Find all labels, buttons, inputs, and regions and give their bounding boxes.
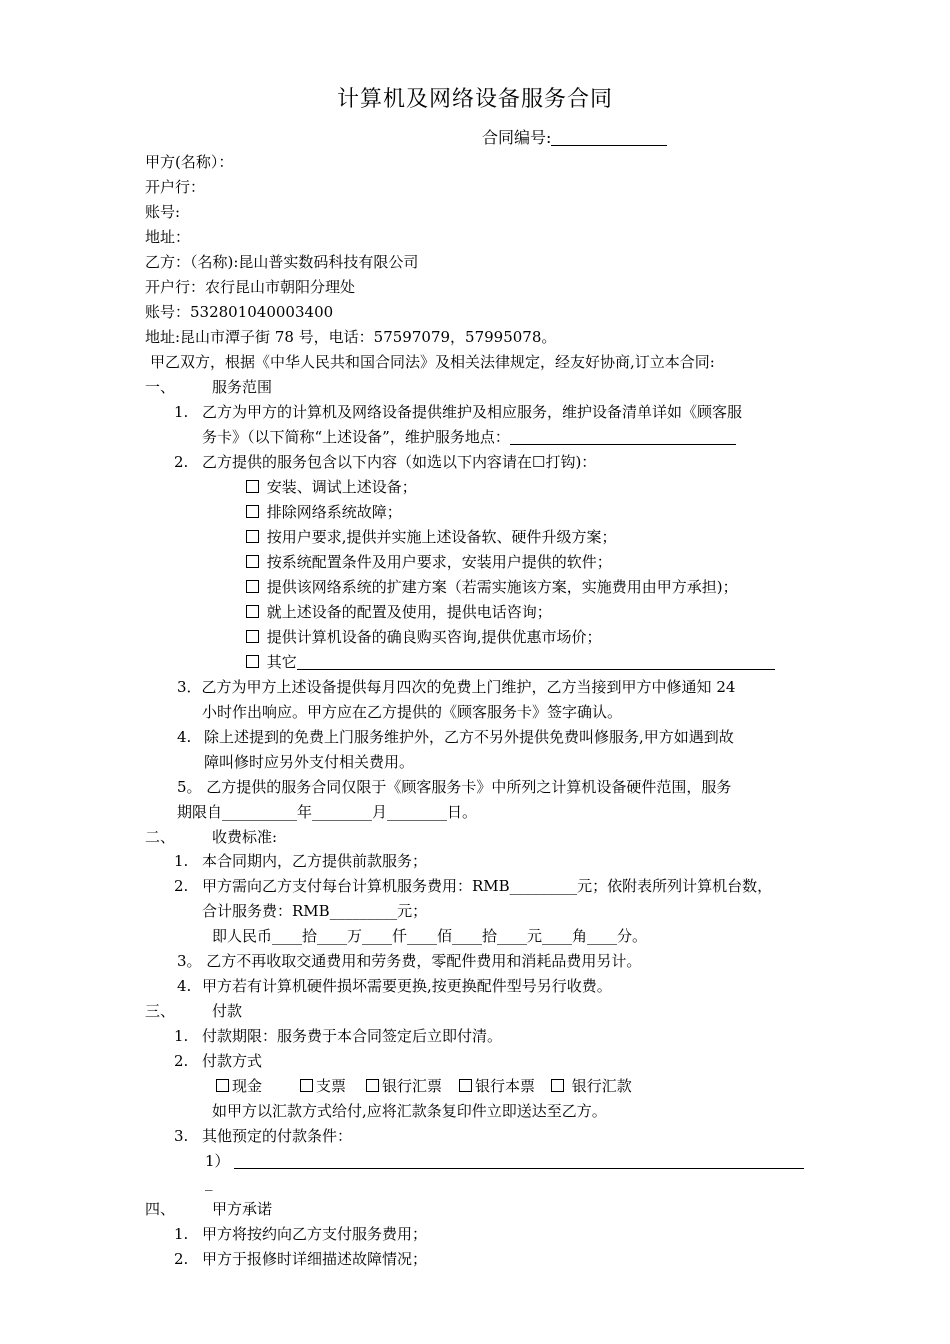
sec2-item4-number: 4. xyxy=(177,977,192,995)
sec2-item1-text: 本合同期内，乙方提供前款服务； xyxy=(202,852,428,870)
party-a-name: 甲方(名称）： xyxy=(145,153,234,171)
checkbox-icon[interactable] xyxy=(246,655,259,668)
sec2-item1-number: 1. xyxy=(174,852,189,870)
checkbox-icon[interactable] xyxy=(246,580,259,593)
sec1-item2-text: 乙方提供的服务包含以下内容（如选以下内容请在☐打钩)： xyxy=(202,453,597,471)
payment-method-bank-draft xyxy=(366,1076,442,1096)
sec1-item3-line2: 小时作出响应。甲方应在乙方提供的《顾客服务卡》签字确认。 xyxy=(202,703,623,721)
preamble: 甲乙双方，根据《中华人民共和国合同法》及相关法律规定，经友好协商,订立本合同: xyxy=(150,353,715,371)
party-b-address: 地址:昆山市潭子街 78 号，电话：57597079，57995078。 xyxy=(145,328,557,346)
checkbox-icon[interactable] xyxy=(366,1079,379,1092)
sec2-item2-line1: 甲方需向乙方支付每台计算机服务费用：RMB_________元；依附表所列计算机台数， xyxy=(202,877,773,895)
service-option-3 xyxy=(246,527,617,547)
service-option-6 xyxy=(246,602,552,622)
service-option-label: 安装、调试上述设备； xyxy=(266,478,417,496)
other-terms-number: 1） xyxy=(205,1152,230,1170)
sec1-item1-line2 xyxy=(202,427,736,447)
service-option-label: 提供计算机设备的确良购买咨询,提供优惠市场价； xyxy=(266,628,602,646)
service-option-1 xyxy=(246,477,417,497)
other-terms-blank xyxy=(234,1154,804,1169)
payment-method-label: 银行汇票 xyxy=(382,1077,443,1095)
sec3-item3-text: 其他预定的付款条件： xyxy=(202,1127,353,1145)
payment-method-label: 银行本票 xyxy=(475,1077,536,1095)
party-a-account: 账号: xyxy=(145,203,181,221)
sec2-item2-line2: 合计服务费：RMB_________元； xyxy=(202,902,428,920)
sec4-item2-number: 2. xyxy=(174,1250,189,1268)
checkbox-icon[interactable] xyxy=(300,1079,313,1092)
section-3-title: 付款 xyxy=(212,1002,243,1020)
sec4-item1-number: 1. xyxy=(174,1225,189,1243)
sec1-item5-line1: 5。 乙方提供的服务合同仅限于《顾客服务卡》中所列之计算机设备硬件范围，服务 xyxy=(177,778,732,796)
section-2-number: 二、 xyxy=(145,828,176,846)
payment-method-cashier-check xyxy=(459,1076,535,1096)
party-a-bank: 开户行： xyxy=(145,178,206,196)
sec4-item2-text: 甲方于报修时详细描述故障情况； xyxy=(202,1250,428,1268)
checkbox-icon[interactable] xyxy=(459,1079,472,1092)
payment-note: 如甲方以汇款方式给付,应将汇款条复印件立即送达至乙方。 xyxy=(212,1102,607,1120)
checkbox-icon[interactable] xyxy=(246,505,259,518)
sec1-item1-line2-text: 务卡》（以下简称“上述设备”，维护服务地点： xyxy=(202,428,510,446)
party-b-account: 账号：532801040003400 xyxy=(145,303,334,321)
party-b-name: 乙方：（名称):昆山普实数码科技有限公司 xyxy=(145,253,419,271)
sec1-item1-line1: 乙方为甲方的计算机及网络设备提供维护及相应服务，维护设备清单详如《顾客服 xyxy=(202,403,743,421)
checkbox-icon[interactable] xyxy=(246,555,259,568)
service-option-label: 就上述设备的配置及使用，提供电话咨询； xyxy=(266,603,552,621)
service-location-blank xyxy=(510,430,736,445)
section-1-title: 服务范围 xyxy=(212,378,273,396)
service-option-7 xyxy=(246,627,602,647)
sec1-item3-line1: 3．乙方为甲方上述设备提供每月四次的免费上门维护，乙方当接到甲方中修通知 24 xyxy=(177,678,736,696)
sec2-item3-text: 3。 乙方不再收取交通费用和劳务费，零配件费用和消耗品费用另计。 xyxy=(177,952,642,970)
sec3-item2-text: 付款方式 xyxy=(202,1052,263,1070)
section-4-title: 甲方承诺 xyxy=(212,1200,273,1218)
checkbox-icon[interactable] xyxy=(246,630,259,643)
service-option-4 xyxy=(246,552,612,572)
service-option-label: 按用户要求,提供并实施上述设备软、硬件升级方案； xyxy=(266,528,617,546)
payment-method-cash xyxy=(216,1076,262,1096)
other-terms-tail: _ xyxy=(205,1173,213,1191)
payment-method-check xyxy=(300,1076,346,1096)
service-option-2 xyxy=(246,502,402,522)
sec1-item4-number: 4. xyxy=(177,728,192,746)
checkbox-icon[interactable] xyxy=(246,530,259,543)
checkbox-icon[interactable] xyxy=(246,480,259,493)
service-option-5 xyxy=(246,577,738,597)
sec1-item1-number: 1. xyxy=(174,403,189,421)
party-a-address: 地址： xyxy=(145,228,191,246)
sec3-item2-number: 2. xyxy=(174,1052,189,1070)
contract-number-blank xyxy=(551,131,667,146)
service-option-label: 按系统配置条件及用户要求，安装用户提供的软件； xyxy=(266,553,612,571)
contract-number-label: 合同编号: xyxy=(482,128,552,147)
checkbox-icon[interactable] xyxy=(551,1079,564,1092)
sec1-item2-number: 2. xyxy=(174,453,189,471)
section-2-title: 收费标准: xyxy=(212,828,278,846)
sec2-item2-line3: 即人民币____拾____万____仟____佰____拾____元____角____分。 xyxy=(212,927,648,945)
sec1-item5-line2: 期限自__________年________月________日。 xyxy=(177,803,478,821)
sec3-item3-number: 3. xyxy=(174,1127,189,1145)
contract-title: 计算机及网络设备服务合同 xyxy=(336,87,613,112)
other-terms-line xyxy=(205,1151,804,1171)
section-1-number: 一、 xyxy=(145,378,176,396)
other-service-blank xyxy=(297,655,775,670)
checkbox-icon[interactable] xyxy=(246,605,259,618)
sec1-item4-line2: 障叫修时应另外支付相关费用。 xyxy=(204,753,415,771)
sec3-item1-number: 1. xyxy=(174,1027,189,1045)
payment-method-bank-transfer xyxy=(551,1076,632,1096)
service-option-label: 排除网络系统故障； xyxy=(266,503,402,521)
section-4-number: 四、 xyxy=(145,1200,176,1218)
service-option-8 xyxy=(246,652,775,672)
service-option-label: 其它 xyxy=(266,653,297,671)
checkbox-icon[interactable] xyxy=(216,1079,229,1092)
section-3-number: 三、 xyxy=(145,1002,176,1020)
sec2-item2-number: 2. xyxy=(174,877,189,895)
service-option-label: 提供该网络系统的扩建方案（若需实施该方案，实施费用由甲方承担)； xyxy=(266,578,738,596)
sec2-item4-text: 甲方若有计算机硬件损坏需要更换,按更换配件型号另行收费。 xyxy=(202,977,612,995)
payment-method-label: 现金 xyxy=(232,1077,263,1095)
contract-number xyxy=(482,128,667,148)
sec1-item4-line1: 除上述提到的免费上门服务维护外，乙方不另外提供免费叫修服务,甲方如遇到故 xyxy=(204,728,734,746)
party-b-bank: 开户行：农行昆山市朝阳分理处 xyxy=(145,278,356,296)
sec3-item1-text: 付款期限：服务费于本合同签定后立即付清。 xyxy=(202,1027,503,1045)
payment-method-label: 银行汇款 xyxy=(571,1077,632,1095)
sec4-item1-text: 甲方将按约向乙方支付服务费用； xyxy=(202,1225,428,1243)
payment-method-label: 支票 xyxy=(316,1077,347,1095)
